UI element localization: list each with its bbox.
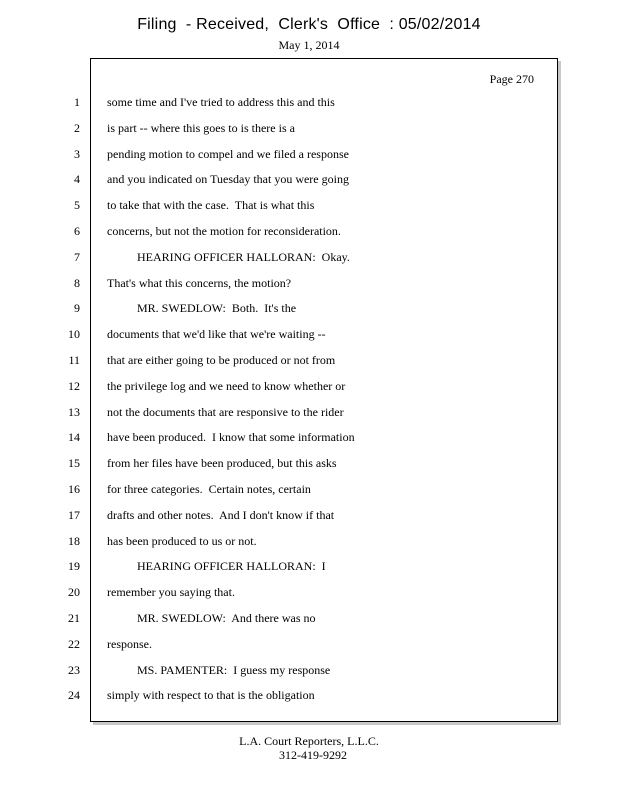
transcript-line: the privilege log and we need to know whether or [107,379,346,393]
line-number: 12 [68,379,80,393]
transcript-line: for three categories. Certain notes, certain [107,482,311,496]
transcript-line: have been produced. I know that some information [107,430,355,444]
hearing-date: May 1, 2014 [278,38,340,52]
transcript-line: concerns, but not the motion for reconsideration. [107,224,341,238]
line-number: 20 [68,585,80,599]
line-number: 24 [68,688,80,702]
transcript-line: drafts and other notes. And I don't know if that [107,508,335,522]
line-number: 2 [74,121,80,135]
line-number: 1 [74,95,80,109]
transcript-line: simply with respect to that is the obligation [107,688,315,702]
transcript-line: response. [107,637,152,651]
transcript-line: HEARING OFFICER HALLORAN: I [107,559,326,573]
transcript-line: documents that we'd like that we're waiting -- [107,327,326,341]
filing-stamp-header: Filing - Received, Clerk's Office : 05/02/2014 [137,16,481,33]
transcript-line: is part -- where this goes to is there is a [107,121,295,135]
line-number: 15 [68,456,80,470]
transcript-line: from her files have been produced, but this asks [107,456,337,470]
transcript-line: that are either going to be produced or not from [107,353,336,367]
line-number: 8 [74,276,80,290]
footer-phone: 312-419-9292 [279,748,347,762]
line-number: 4 [74,172,80,186]
line-number: 11 [68,353,80,367]
line-number: 19 [68,559,80,573]
transcript-line: remember you saying that. [107,585,235,599]
line-number: 22 [68,637,80,651]
line-number: 6 [74,224,80,238]
line-number: 3 [74,147,80,161]
line-number: 21 [68,611,80,625]
transcript-line: MS. PAMENTER: I guess my response [107,663,331,677]
transcript-line: and you indicated on Tuesday that you were going [107,172,349,186]
page-number: Page 270 [489,72,534,86]
line-number: 23 [68,663,80,677]
line-number: 5 [74,198,80,212]
transcript-line: not the documents that are responsive to the rider [107,405,344,419]
line-number: 10 [68,327,80,341]
line-number: 9 [74,301,80,315]
transcript-line: That's what this concerns, the motion? [107,276,292,290]
transcript-line: MR. SWEDLOW: Both. It's the [107,301,297,315]
line-number: 7 [74,250,80,264]
transcript-line: pending motion to compel and we filed a response [107,147,349,161]
transcript-line: HEARING OFFICER HALLORAN: Okay. [107,250,350,264]
line-number: 14 [68,430,80,444]
line-number: 13 [68,405,80,419]
transcript-line: has been produced to us or not. [107,534,257,548]
line-number: 16 [68,482,80,496]
transcript-line: some time and I've tried to address this and this [107,95,335,109]
footer-company: L.A. Court Reporters, L.L.C. [239,734,379,748]
transcript-line: to take that with the case. That is what this [107,198,315,212]
line-number: 18 [68,534,80,548]
line-number: 17 [68,508,80,522]
transcript-line: MR. SWEDLOW: And there was no [107,611,316,625]
